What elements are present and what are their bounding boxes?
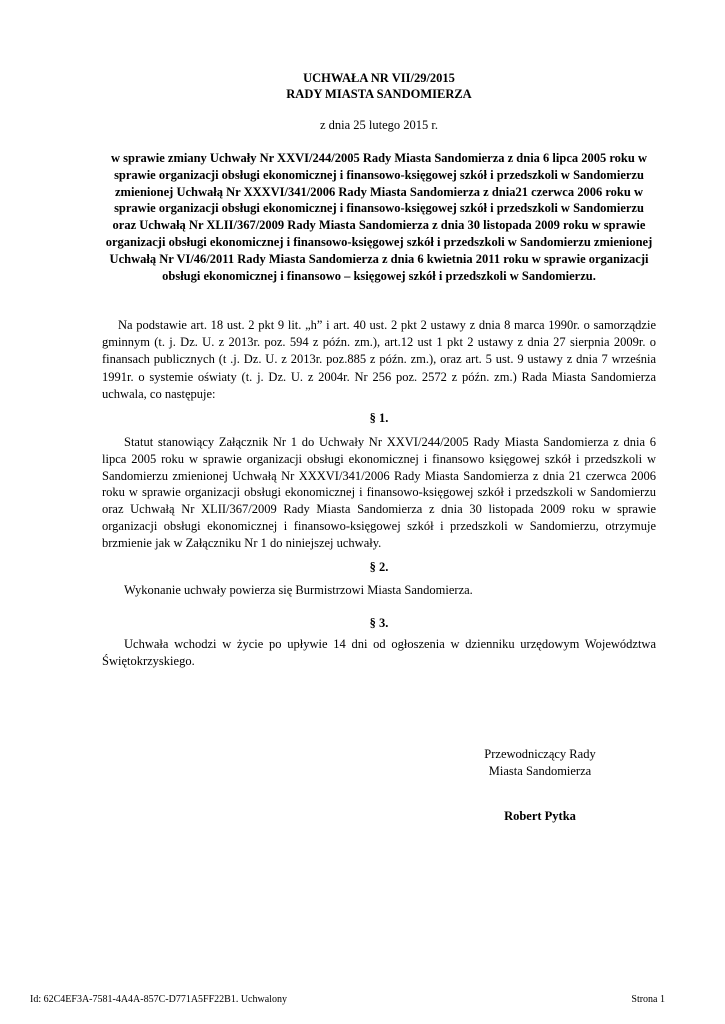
section-3-sign: § 3. [369, 616, 389, 630]
section-3-text: Uchwała wchodzi w życie po upływie 14 dni od ogłoszenia w dzienniku urzędowym Województwa Świętokrzyskiego. [102, 637, 656, 668]
resolution-header [102, 70, 656, 102]
signatory-role [440, 746, 640, 779]
resolution-date: z dnia 25 lutego 2015 r. [319, 118, 439, 132]
resolution-subject: w sprawie zmiany Uchwały Nr XXVI/244/2005 Rady Miasta Sandomierza z dnia 6 lipca 2005 roku w sprawie organizacji obsługi ekonomicznej i finansowo-księgowej szkół i przedszkoli w Sandomierzu zmienionej Uchwałą Nr XXXVI/341/2006 Rady Miasta Sandomierza z dnia21 czerwca 2006 roku w sprawie organizacji obsługi ekonomicznej i finansowo-księgowej szkół i przedszkoli w Sandomierzu oraz Uchwałą Nr XLII/367/2009 Rady Miasta Sandomierza z dnia 30 listopada 2009 roku w sprawie organizacji obsługi ekonomicznej i finansowo-księgowej szkół i przedszkoli w Sandomierzu zmienionej Uchwałą Nr VI/46/2011 Rady Miasta Sandomierza z dnia 6 kwietnia 2011 roku w sprawie organizacji obsługi ekonomicznej i finansowo – księgowej szkół i przedszkoli w Sandomierzu. [105, 151, 653, 283]
section-1-text [102, 434, 656, 552]
section-1-paragraph: Statut stanowiący Załącznik Nr 1 do Uchwały Nr XXVI/244/2005 Rady Miasta Sandomierza z dnia 6 lipca 2005 roku w sprawie organizacji obsługi ekonomicznej i finansowo księgowej szkół i przedszkoli w Sandomierzu zmienionej Uchwałą Nr XXXVI/341/2006 Rady Miasta Sandomierza z dnia 21 czerwca 2006 roku w sprawie organizacji obsługi ekonomicznej i finansowo-księgowej szkół i przedszkoli w Sandomierzu oraz Uchwałą Nr XLII/367/2009 Rady Miasta Sandomierza z dnia 30 listopada 2009 roku w sprawie organizacji obsługi ekonomicznej i finansowo-księgowej szkół i przedszkoli w Sandomierzu, otrzymuje brzmienie jak w Załączniku Nr 1 do niniejszej uchwały. [102, 435, 656, 550]
signatory-role-line2: Miasta Sandomierza [488, 763, 592, 778]
resolution-number: UCHWAŁA NR VII/29/2015 [303, 71, 455, 85]
footer-document-id: Id: 62C4EF3A-7581-4A4A-857C-D771A5FF22B1. Uchwalony [30, 994, 287, 1005]
footer-page-number: Strona 1 [631, 994, 665, 1005]
section-1-sign: § 1. [369, 411, 389, 425]
legal-basis-text: Na podstawie art. 18 ust. 2 pkt 9 lit. „h” i art. 40 ust. 2 pkt 2 ustawy z dnia 8 marca 1990r. o samorządzie gminnym (t. j. Dz. U. z 2013r. poz. 594 z późn. zm.), art.12 ust 1 pkt 2 ustawy z dnia 27 sierpnia 2009r. o finansach publicznych (t .j. Dz. U. z 2013r. poz.885 z późn. zm.), oraz art. 5 ust. 9 ustawy z dnia 7 września 1991r. o systemie oświaty (t. j. Dz. U. z 2004r. Nr 256 poz. 2572 z późn. zm.) Rada Miasta Sandomierza uchwala, co następuje: [102, 318, 656, 401]
legal-basis [102, 317, 656, 403]
section-2-sign: § 2. [369, 560, 389, 574]
council-name: RADY MIASTA SANDOMIERZA [286, 87, 472, 101]
section-2-text: Wykonanie uchwały powierza się Burmistrzowi Miasta Sandomierza. [124, 583, 473, 597]
signatory-name: Robert Pytka [504, 809, 576, 823]
signatory-role-line1: Przewodniczący Rady [484, 747, 596, 761]
